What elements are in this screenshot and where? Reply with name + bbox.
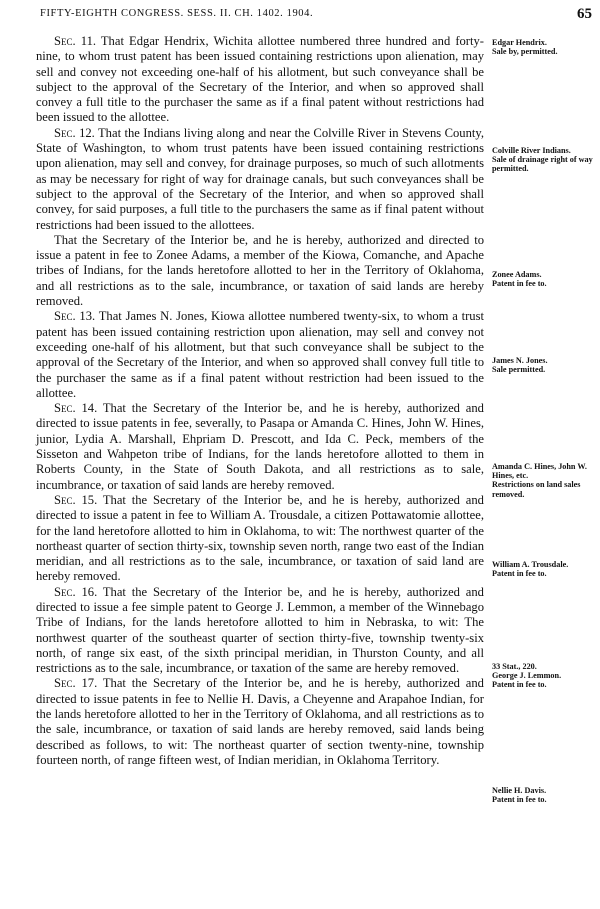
paragraph-sec-16: [36, 585, 484, 677]
margin-note: Colville River Indians. Sale of drainage right of way permitted.: [492, 146, 593, 174]
paragraph-text: That the Indians living along and near the Colville River in Stevens County, State of Washington, to whom trust patents have been issued containing restrictions upon alienation, may sell and convey, for drainage purposes, so much of such allotments as may be necessary for right of way for drainage canals, but such conveyances shall be subject to the approval of the Secretary of the Interior, and when so approved shall convey, for said purposes, a full title to the purchasers the same as if final patent without restrictions had been issued to the allottees.: [36, 125, 485, 232]
paragraph-zonee-adams: [36, 233, 484, 309]
body-text: [36, 34, 484, 768]
margin-note: Zonee Adams. Patent in fee to.: [492, 270, 547, 289]
paragraph-sec-14: [36, 401, 484, 493]
paragraph-sec-17: [36, 676, 484, 768]
paragraph-text: That James N. Jones, Kiowa allottee numbered twenty-six, to whom a trust patent has been issued containing restriction upon alienation, may sell and convey not exceeding one-half of his allotment, but that such conveyance shall be subject to the approval of the Secretary of the Interior, and when so approved shall convey full title to the purchaser the same as if a final patent without restriction had been issued to the allottee.: [36, 309, 484, 400]
paragraph-sec-13: [36, 309, 484, 401]
page-number: 65: [577, 6, 592, 22]
section-label: Sec. 11.: [54, 34, 97, 48]
paragraph-text: That the Secretary of the Interior be, and he is hereby, authorized and directed to issue a fee simple patent to George J. Lemmon, a member of the Winnebago Tribe of Indians, for the lands heretofore allotted to him in Nebraska, to wit: The northwest quarter of the southeast quarter of section thirty-five, township twenty-six north, of range six east, of the sixth principal meridian, in Thurston County, and all restrictions as to the sale, incumbrance, or taxation of the same are hereby removed.: [36, 584, 484, 676]
paragraph-sec-11: [36, 34, 484, 126]
margin-note: James N. Jones. Sale permitted.: [492, 356, 548, 375]
section-label: Sec. 17.: [54, 676, 98, 691]
paragraph-text: That Edgar Hendrix, Wichita allottee numbered three hundred and forty-nine, to whom trust patent has been issued containing restrictions upon alienation, may sell and convey not exceeding one-half of his allotment, but such conveyance shall be subject to the approval of the Secretary of the Interior, and when so approved shall convey a full title to the purchaser the same as if a final patent without restrictions had been issued to the allottee.: [36, 34, 484, 125]
margin-note: 33 Stat., 220. George J. Lemmon. Patent in fee to.: [492, 662, 562, 690]
running-head: FIFTY-EIGHTH CONGRESS. SESS. II. CH. 1402. 1904.: [40, 8, 314, 19]
margin-note: Nellie H. Davis. Patent in fee to.: [492, 786, 547, 805]
section-label: Sec. 15.: [54, 492, 98, 507]
paragraph-sec-15: [36, 493, 484, 585]
page-header: [40, 6, 600, 24]
paragraph-sec-12: [36, 126, 484, 233]
paragraph-text: That the Secretary of the Interior be, and he is hereby, authorized and directed to issue patents in fee to Nellie H. Davis, a Cheyenne and Arapahoe Indian, for the lands heretofore allotted to her in the Territory of Oklahoma, and all restrictions as to the sale, incumbrance, or taxation of said lands are hereby removed, said lands being described as follows, to wit: The northeast quarter of section twenty-nine, township fourteen north, of range fifteen west, of Indian meridian, in Oklahoma Territory.: [36, 676, 484, 767]
section-label: Sec. 14.: [54, 401, 98, 416]
paragraph-text: That the Secretary of the Interior be, and he is hereby, authorized and directed to issue a patent in fee to Zonee Adams, a member of the Kiowa, Comanche, and Apache tribes of Indians, for the lands heretofore allotted to her in the Territory of Oklahoma, and all restrictions as to the sale, incumbrance, or taxation of said lands are hereby removed.: [36, 232, 484, 309]
margin-note: William A. Trousdale. Patent in fee to.: [492, 560, 569, 579]
section-label: Sec. 16.: [54, 584, 98, 599]
margin-note: Edgar Hendrix. Sale by, permitted.: [492, 38, 558, 57]
paragraph-text: That the Secretary of the Interior be, and he is hereby, authorized and directed to issue a patent in fee to William A. Trousdale, a citizen Pottawatomie allottee, for the land heretofore allotted to him in Oklahoma, to wit: The northwest quarter of the northeast quarter of section thirty-six, township seven north, range two east of the Indian meridian, and all restrictions as to the sale, incumbrance, or taxation of said land are hereby removed.: [36, 492, 484, 584]
paragraph-text: That the Secretary of the Interior be, and he is hereby, authorized and directed to issue patents in fee, severally, to Pasapa or Amanda C. Hines, John W. Hines, junior, Lydia A. Marshall, Ehpriam D. Prescott, and Ida C. Peck, members of the Sisseton and Wahpeton tribe of Indians, for the lands heretofore allotted to them in Roberts County, in the State of South Dakota, and all restrictions as to sale, incumbrance, or taxation of said lands are hereby removed.: [36, 401, 484, 492]
section-label: Sec. 12.: [54, 125, 95, 140]
section-label: Sec. 13.: [54, 309, 96, 324]
margin-note: Amanda C. Hines, John W. Hines, etc. Restrictions on land sales removed.: [492, 462, 587, 499]
